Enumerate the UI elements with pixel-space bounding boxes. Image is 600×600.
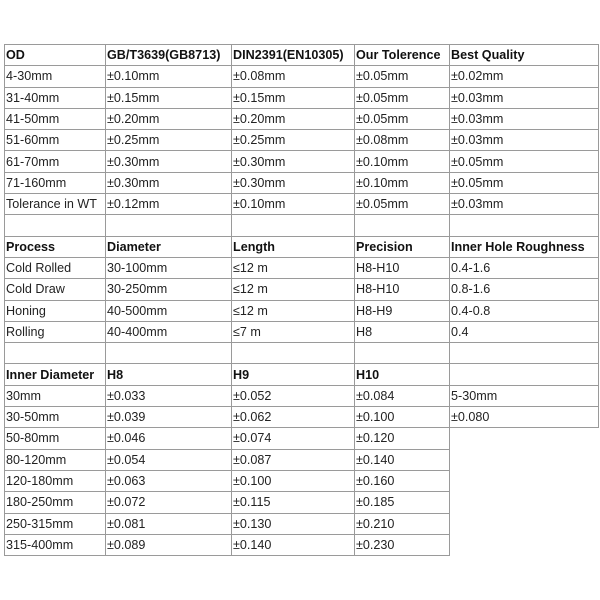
table-cell: ±0.10mm — [106, 66, 232, 87]
table-cell: ±0.08mm — [355, 130, 450, 151]
table-cell: ±0.30mm — [106, 172, 232, 193]
table-cell: ±0.089 — [106, 534, 232, 555]
table-cell: ±0.20mm — [232, 108, 355, 129]
table-cell: ±0.160 — [355, 470, 450, 491]
table-cell: 0.4-0.8 — [450, 300, 599, 321]
fit-header-cell: Inner Diameter — [5, 364, 106, 385]
table-cell: ±0.15mm — [232, 87, 355, 108]
table-cell: 0.4-1.6 — [450, 257, 599, 278]
table-cell: ±0.140 — [232, 534, 355, 555]
side-note-cell: 5-30mm — [450, 385, 599, 406]
fit-header-cell: H10 — [355, 364, 450, 385]
table-cell: ±0.063 — [106, 470, 232, 491]
table-cell: ±0.25mm — [232, 130, 355, 151]
blank-cell — [106, 215, 232, 236]
table-cell: ±0.039 — [106, 407, 232, 428]
blank-cell — [450, 428, 599, 449]
table-row — [5, 279, 599, 300]
od-header-cell: OD — [5, 45, 106, 66]
table-cell: 41-50mm — [5, 108, 106, 129]
table-row — [5, 108, 599, 129]
spacer-row — [5, 215, 599, 236]
table-cell: ±0.12mm — [106, 194, 232, 215]
table-row — [5, 428, 599, 449]
process-header-row — [5, 236, 599, 257]
table-cell: ±0.210 — [355, 513, 450, 534]
table-cell: 180-250mm — [5, 492, 106, 513]
table-cell: ±0.087 — [232, 449, 355, 470]
table-cell: ±0.05mm — [450, 151, 599, 172]
table-cell: ±0.05mm — [355, 108, 450, 129]
table-cell: 315-400mm — [5, 534, 106, 555]
table-cell: ±0.25mm — [106, 130, 232, 151]
table-cell: Rolling — [5, 321, 106, 342]
table-cell: ±0.054 — [106, 449, 232, 470]
table-cell: 0.4 — [450, 321, 599, 342]
table-row — [5, 513, 599, 534]
table-cell: ±0.03mm — [450, 194, 599, 215]
table-cell: ±0.02mm — [450, 66, 599, 87]
table-cell: ≤7 m — [232, 321, 355, 342]
table-cell: ±0.084 — [355, 385, 450, 406]
table-cell: 31-40mm — [5, 87, 106, 108]
table-cell: ±0.03mm — [450, 108, 599, 129]
table-row — [5, 87, 599, 108]
process-header-cell: Process — [5, 236, 106, 257]
table-cell: 30mm — [5, 385, 106, 406]
table-row — [5, 300, 599, 321]
table-cell: ±0.185 — [355, 492, 450, 513]
table-cell: ≤12 m — [232, 300, 355, 321]
table-cell: 50-80mm — [5, 428, 106, 449]
table-cell: ±0.10mm — [232, 194, 355, 215]
table-cell: ±0.30mm — [106, 151, 232, 172]
tolerance-table — [4, 44, 599, 556]
table-row — [5, 492, 599, 513]
table-cell: ±0.052 — [232, 385, 355, 406]
table-cell: ±0.05mm — [355, 87, 450, 108]
table-cell: 30-250mm — [106, 279, 232, 300]
table-cell: ±0.072 — [106, 492, 232, 513]
table-cell: ±0.05mm — [355, 194, 450, 215]
table-cell: 51-60mm — [5, 130, 106, 151]
table-row — [5, 534, 599, 555]
table-row — [5, 321, 599, 342]
table-cell: ±0.081 — [106, 513, 232, 534]
table-cell: ±0.100 — [355, 407, 450, 428]
table-cell: 71-160mm — [5, 172, 106, 193]
table-cell: ±0.03mm — [450, 87, 599, 108]
table-cell: ±0.115 — [232, 492, 355, 513]
table-cell: ±0.10mm — [355, 151, 450, 172]
table-cell: ±0.10mm — [355, 172, 450, 193]
table-cell: ±0.20mm — [106, 108, 232, 129]
table-cell: ≤12 m — [232, 279, 355, 300]
blank-cell — [450, 449, 599, 470]
od-header-cell: Our Tolerence — [355, 45, 450, 66]
process-header-cell: Precision — [355, 236, 450, 257]
table-cell: ±0.074 — [232, 428, 355, 449]
table-cell: 0.8-1.6 — [450, 279, 599, 300]
table-row — [5, 194, 599, 215]
blank-cell — [450, 364, 599, 385]
blank-cell — [450, 343, 599, 364]
table-cell: ±0.30mm — [232, 172, 355, 193]
fit-header-row — [5, 364, 599, 385]
table-cell: ±0.08mm — [232, 66, 355, 87]
fit-header-cell: H9 — [232, 364, 355, 385]
table-cell: Honing — [5, 300, 106, 321]
table-cell: ±0.120 — [355, 428, 450, 449]
table-row — [5, 151, 599, 172]
blank-cell — [106, 343, 232, 364]
table-cell: ±0.130 — [232, 513, 355, 534]
table-cell: ±0.062 — [232, 407, 355, 428]
table-cell: 40-500mm — [106, 300, 232, 321]
table-row — [5, 257, 599, 278]
blank-cell — [450, 513, 599, 534]
table-cell: ±0.100 — [232, 470, 355, 491]
blank-cell — [232, 215, 355, 236]
table-cell: ±0.033 — [106, 385, 232, 406]
table-cell: ±0.15mm — [106, 87, 232, 108]
table-cell: 61-70mm — [5, 151, 106, 172]
table-cell: H8-H10 — [355, 279, 450, 300]
table-cell: 30-50mm — [5, 407, 106, 428]
table-cell: ±0.05mm — [355, 66, 450, 87]
table-cell: 120-180mm — [5, 470, 106, 491]
od-header-cell: GB/T3639(GB8713) — [106, 45, 232, 66]
od-header-cell: DIN2391(EN10305) — [232, 45, 355, 66]
table-cell: H8-H10 — [355, 257, 450, 278]
table-cell: H8 — [355, 321, 450, 342]
table-cell: Tolerance in WT — [5, 194, 106, 215]
table-row — [5, 385, 599, 406]
table-row — [5, 172, 599, 193]
blank-cell — [355, 343, 450, 364]
table-cell: ±0.140 — [355, 449, 450, 470]
table-cell: Cold Draw — [5, 279, 106, 300]
table-cell: 30-100mm — [106, 257, 232, 278]
table-cell: H8-H9 — [355, 300, 450, 321]
blank-cell — [355, 215, 450, 236]
table-row — [5, 470, 599, 491]
table-row — [5, 449, 599, 470]
blank-cell — [450, 470, 599, 491]
process-header-cell: Length — [232, 236, 355, 257]
table-row — [5, 130, 599, 151]
blank-cell — [232, 343, 355, 364]
table-cell: ±0.05mm — [450, 172, 599, 193]
blank-cell — [450, 492, 599, 513]
table-cell: ±0.046 — [106, 428, 232, 449]
table-row — [5, 66, 599, 87]
table-cell: ±0.30mm — [232, 151, 355, 172]
table-cell: 80-120mm — [5, 449, 106, 470]
table-cell: 40-400mm — [106, 321, 232, 342]
blank-cell — [450, 534, 599, 555]
table-cell: ±0.03mm — [450, 130, 599, 151]
od-header-row — [5, 45, 599, 66]
table-cell: ±0.230 — [355, 534, 450, 555]
table-cell: ≤12 m — [232, 257, 355, 278]
fit-header-cell: H8 — [106, 364, 232, 385]
table-cell: Cold Rolled — [5, 257, 106, 278]
blank-cell — [450, 215, 599, 236]
blank-cell — [5, 215, 106, 236]
table-cell: 250-315mm — [5, 513, 106, 534]
spacer-row — [5, 343, 599, 364]
table-cell: 4-30mm — [5, 66, 106, 87]
od-header-cell: Best Quality — [450, 45, 599, 66]
process-header-cell: Diameter — [106, 236, 232, 257]
blank-cell — [5, 343, 106, 364]
table-row — [5, 407, 599, 428]
side-note-cell: ±0.080 — [450, 407, 599, 428]
process-header-cell: Inner Hole Roughness — [450, 236, 599, 257]
